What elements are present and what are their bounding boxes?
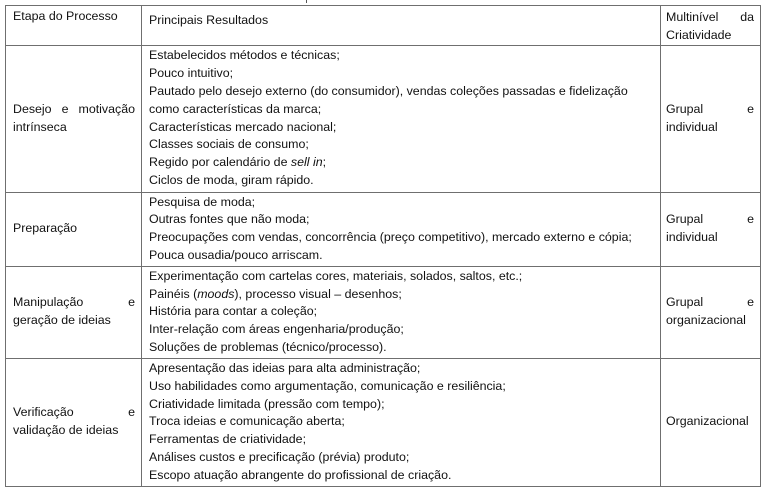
result-item: Troca ideias e comunicação aberta; [149, 414, 345, 429]
stage-cell: Desejo e motivação intrínseca [6, 45, 142, 192]
header-multilevel: Multinível da Criatividade [661, 6, 761, 46]
result-item: Pouco intuitivo; [149, 66, 234, 81]
table-row [6, 358, 761, 486]
result-item: Ciclos de moda, giram rápido. [149, 172, 314, 187]
table-row [6, 192, 761, 266]
table-row [6, 45, 761, 192]
result-item: Pouca ousadia/pouco arriscam. [149, 247, 323, 262]
result-item: Outras fontes que não moda; [149, 212, 310, 227]
stage-cell: Preparação [6, 192, 142, 266]
result-item: Painéis (moods), processo visual – desenhos; [149, 286, 402, 301]
header-row [6, 6, 761, 46]
result-item [149, 154, 656, 172]
level-cell: Grupal e individual [661, 192, 761, 266]
header-stage: Etapa do Processo [6, 6, 142, 46]
italic-term: moods [197, 286, 235, 301]
results-cell [142, 192, 661, 266]
result-item: Experimentação com cartelas cores, materiais, solados, saltos, etc.; [149, 268, 523, 283]
level-cell: Grupal e individual [661, 45, 761, 192]
result-item: Análises custos e precificação (prévia) produto; [149, 449, 410, 464]
result-item: Ferramentas de criatividade; [149, 432, 307, 447]
result-item: Criatividade limitada (pressão com tempo); [149, 396, 385, 411]
results-cell [142, 266, 661, 358]
result-item: Apresentação das ideias para alta administração; [149, 360, 421, 375]
result-item: Soluções de problemas (técnico/processo). [149, 339, 387, 354]
result-item: Características mercado nacional; [149, 119, 337, 134]
result-item: como características da marca; [149, 101, 322, 116]
result-item: Uso habilidades como argumentação, comunicação e resiliência; [149, 378, 506, 393]
results-cell [142, 358, 661, 486]
result-item: Classes sociais de consumo; [149, 137, 309, 152]
result-item: Escopo atuação abrangente do profissional de criação. [149, 467, 452, 482]
stage-cell: Verificação e validação de ideias [6, 358, 142, 486]
result-item: Preocupações com vendas, concorrência (preço competitivo), mercado externo e cópia; [149, 230, 632, 245]
result-text: Regido por calendário de sell in; [149, 155, 327, 170]
italic-term: sell in [290, 155, 323, 170]
result-item: Inter-relação com áreas engenharia/produção; [149, 322, 404, 337]
header-results: Principais Resultados [142, 6, 661, 46]
result-item: Pesquisa de moda; [149, 194, 256, 209]
result-item: Estabelecidos métodos e técnicas; [149, 48, 340, 63]
creative-process-table [5, 5, 761, 487]
table-row [6, 266, 761, 358]
results-cell [142, 45, 661, 192]
stage-cell: Manipulação e geração de ideias [6, 266, 142, 358]
page-fragment-line [306, 0, 311, 3]
level-cell: Organizacional [661, 358, 761, 486]
level-cell: Grupal e organizacional [661, 266, 761, 358]
result-item: Pautado pelo desejo externo (do consumidor), vendas coleções passadas e fidelização [149, 84, 628, 98]
result-item: História para contar a coleção; [149, 304, 318, 319]
